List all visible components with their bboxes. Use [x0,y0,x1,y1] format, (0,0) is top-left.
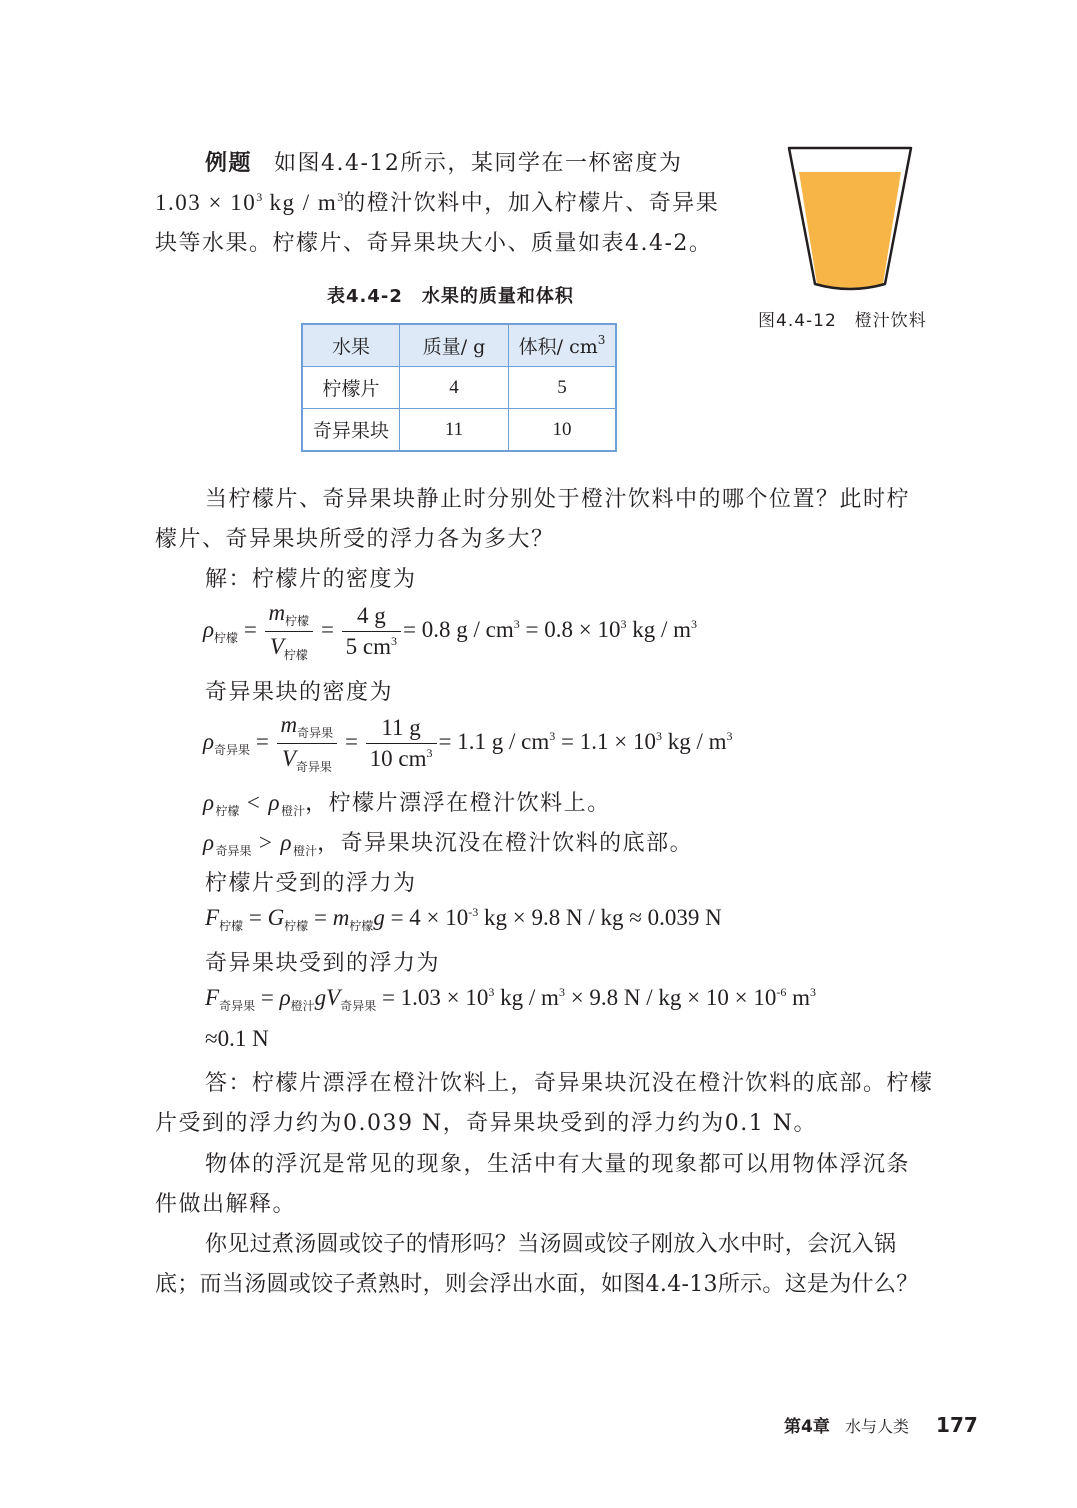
juice-glass-icon [785,144,915,294]
kiwi-force-intro: 奇异果块受到的浮力为 [205,951,441,976]
answer-line-2: 片受到的浮力约为0.039 N，奇异果块受到的浮力约为0.1 N。 [155,1111,817,1136]
cell-fruit: 柠檬片 [302,367,400,409]
paragraph-2-line-1: 你见过煮汤圆或饺子的情形吗？当汤圆或饺子刚放入水中时，会沉入锅 [205,1232,897,1257]
paragraph-2-line-2: 底；而当汤圆或饺子煮熟时，则会浮出水面，如图4.4-13所示。这是为什么？ [155,1272,919,1297]
figure-caption: 图4.4-12 橙汁饮料 [758,311,927,331]
example-text-1: 如图4.4-12所示，某同学在一杯密度为 [274,151,683,176]
cell-mass: 4 [400,367,509,409]
header-mass: 质量/ g [400,324,509,367]
answer-line-1: 答：柠檬片漂浮在橙汁饮料上，奇异果块沉没在橙汁饮料的底部。柠檬 [205,1071,934,1096]
example-line-2 [155,186,719,217]
solution-intro: 解：柠檬片的密度为 [205,567,417,592]
table-title: 表4.4-2 水果的质量和体积 [327,286,574,307]
comparison-lemon: $\rho_{柠檬} < \rho_{橙汁}$，柠檬片漂浮在橙汁饮料上。 [203,790,611,818]
lemon-force-intro: 柠檬片受到的浮力为 [205,871,417,896]
header-fruit: 水果 [302,324,400,367]
fruit-table [301,323,617,452]
density-value: $1.03 \times 10^3$ kg / $m^3$ [155,190,344,215]
paragraph-1-line-1: 物体的浮沉是常见的现象，生活中有大量的现象都可以用物体浮沉条 [205,1152,911,1177]
kiwi-density-formula: $\rho_{奇异果}$ = $\frac{m_{奇异果}}{V_{奇异果}}$ = $\frac{11 g}{10 cm^3}$ = 1.1 $g / cm^3 = 1.1 \times 10^3$ kg / $m^3$ [203,712,733,774]
example-line-1 [205,146,682,177]
cell-volume: 10 [509,409,617,452]
page-number: 177 [936,1413,978,1437]
example-line-3: 块等水果。柠檬片、奇异果块大小、质量如表4.4-2。 [155,231,713,256]
comparison-kiwi: $\rho_{奇异果} > \rho_{橙汁}$，奇异果块沉没在橙汁饮料的底部。 [203,830,694,858]
question-line-1: 当柠檬片、奇异果块静止时分别处于橙汁饮料中的哪个位置？此时柠 [205,487,911,512]
chapter-title: 水与人类 [844,1417,909,1436]
lemon-force-formula: $F_{柠檬} = G_{柠檬} = m_{柠檬}g = 4 \times 10^{-3}$ kg × 9.8 N / kg ≈ 0.039 N [205,905,722,933]
table-row [302,367,616,409]
kiwi-density-intro: 奇异果块的密度为 [205,680,394,705]
cell-volume: 5 [509,367,617,409]
chapter-number: 第4章 [784,1417,830,1437]
cell-mass: 11 [400,409,509,452]
table-row [302,409,616,452]
page-footer [784,1412,978,1437]
table-header-row [302,324,616,367]
kiwi-force-result: ≈0.1 N [205,1026,269,1051]
header-volume: 体积/ $cm^3$ [509,324,617,367]
example-text-2: 的橙汁饮料中，加入柠檬片、奇异果 [343,191,720,216]
kiwi-force-formula: $F_{奇异果} = \rho_{橙汁}gV_{奇异果} = 1.03 \times 10^3$ kg / $m^3 \times 9.8$ N / kg × $10 \times 10^{-6}$ $m^3$ [205,985,816,1013]
cell-fruit: 奇异果块 [302,409,400,452]
example-label: 例题 [205,151,253,176]
paragraph-1-line-2: 件做出解释。 [155,1192,297,1217]
question-line-2: 檬片、奇异果块所受的浮力各为多大？ [155,527,555,552]
lemon-density-formula: $\rho_{柠檬}$ = $\frac{m_{柠檬}}{V_{柠檬}}$ = $\frac{4 g}{5 cm^3}$ = 0.8 $g / cm^3 = 0.8 \times 10^3$ kg / $m^3$ [203,600,697,662]
